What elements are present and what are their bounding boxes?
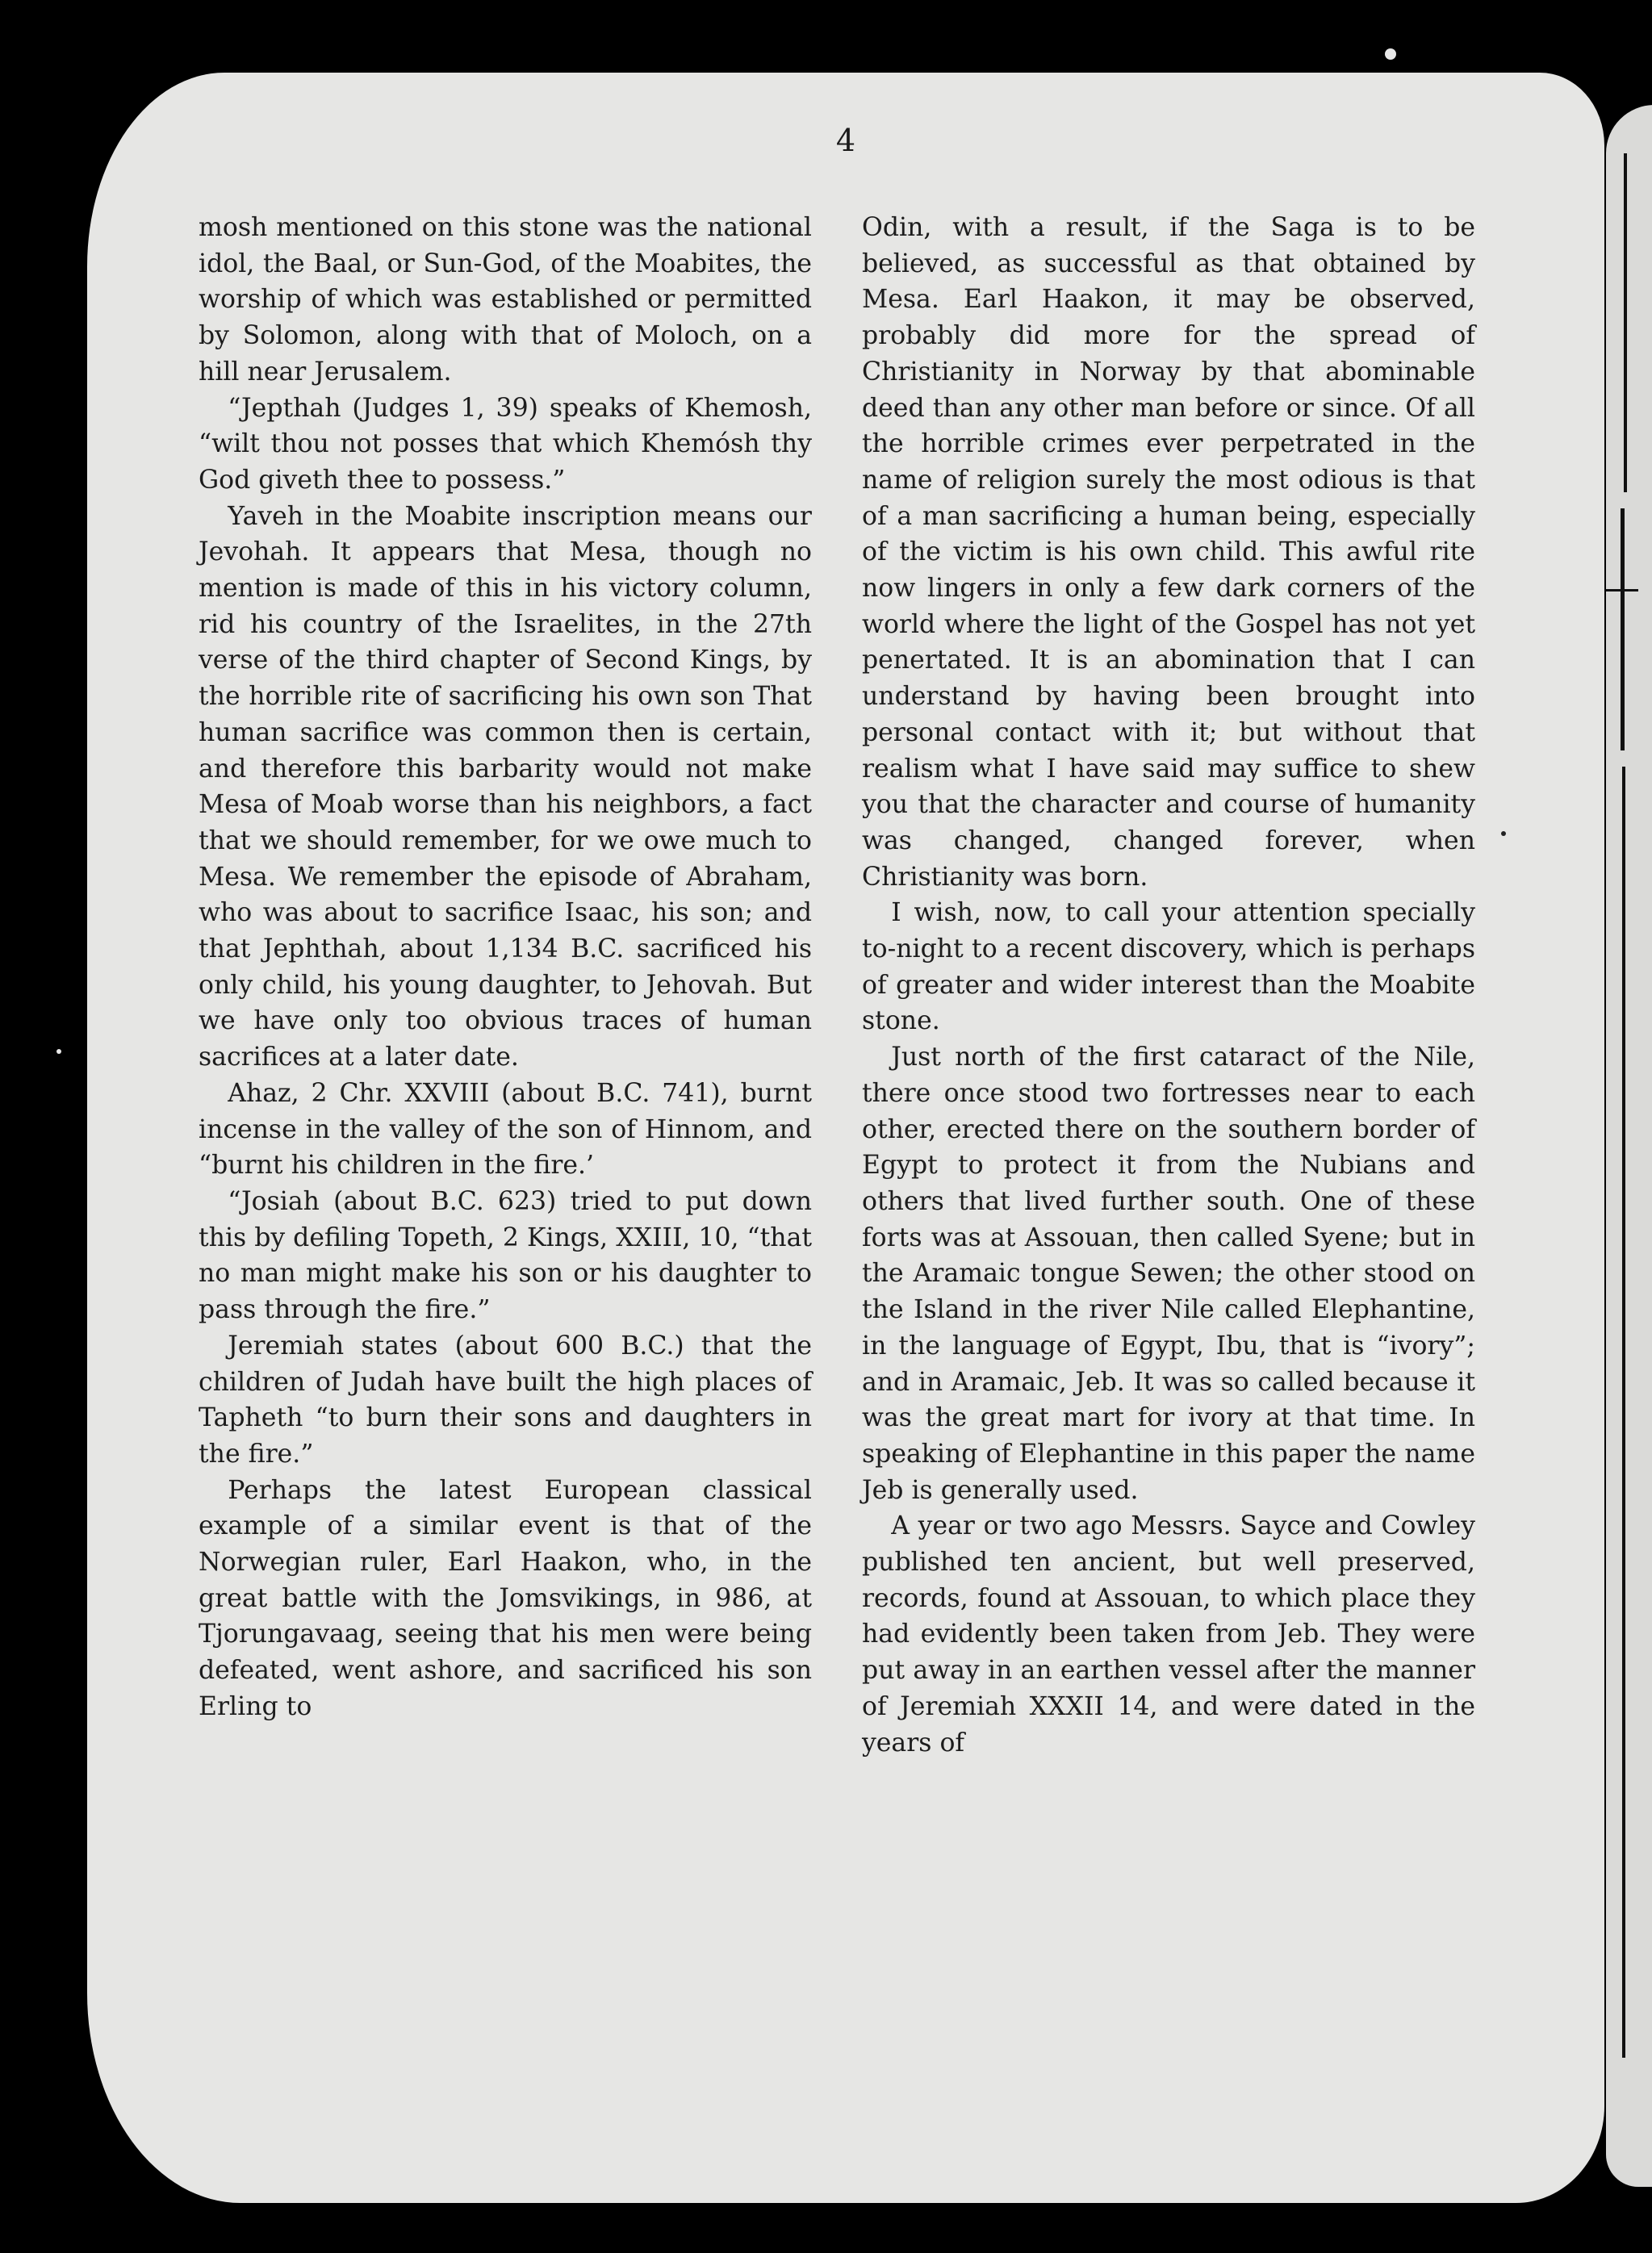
page-edge-line <box>1624 153 1627 492</box>
paragraph: Odin, with a result, if the Saga is to be believed, as successful as that obtained by Mesa. Earl Haakon, it may be observed, probably did more for the spread of Christianity in Norway by that abominable deed than any other man before or since. Of all the horrible crimes ever perpetrated in the name of religion surely the most odious is that of a man sacrificing a human being, especially of the victim is his own child. This awful rite now lingers in only a few dark corners of the world where the light of the Gospel has not yet penertated. It is an abomination that I can understand by having been brought into personal contact with it; but without that realism what I have said may suffice to shew you that the character and course of humanity was changed, changed forever, when Christianity was born. <box>862 213 1475 892</box>
right-text-column <box>862 210 1475 1761</box>
scan-speck <box>1385 48 1396 60</box>
paragraph: Ahaz, 2 Chr. XXVIII (about B.C. 741), burnt incense in the valley of the son of Hinnom, and “burnt his children in the fire.’ <box>199 1078 812 1181</box>
page-edge-line <box>1606 589 1638 591</box>
paragraph: Jeremiah states (about 600 B.C.) that the children of Judah have built the high places of Tapheth “to burn their sons and daughters in the fire.” <box>199 1331 812 1469</box>
paragraph: A year or two ago Messrs. Sayce and Cowley published ten ancient, but well preserved, records, found at Assouan, to which place they had evidently been taken from Jeb. They were put away in an earthen vessel after the manner of Jeremiah XXXII 14, and were dated in the years of <box>862 1511 1475 1758</box>
page-number: 4 <box>835 123 856 158</box>
paragraph: I wish, now, to call your attention specially to-night to a recent discovery, which is perhaps of greater and wider interest than the Moabite stone. <box>862 898 1475 1036</box>
paragraph: mosh mentioned on this stone was the national idol, the Baal, or Sun-God, of the Moabites, the worship of which was established or permitted by Solomon, along with that of Moloch, on a hill near Jerusalem. <box>199 213 812 387</box>
paragraph: Yaveh in the Moabite inscription means our Jevohah. It appears that Mesa, though no mention is made of this in his victory column, rid his country of the Israelites, in the 27th verse of the third chapter of Second Kings, by the horrible rite of sacrificing his own son That human sacrifice was common then is certain, and therefore this barbarity would not make Mesa of Moab worse than his neighbors, a fact that we should remember, for we owe much to Mesa. We remember the episode of Abraham, who was about to sacrifice Isaac, his son; and that Jephthah, about 1,134 B.C. sacrificed his only child, his young daughter, to Jehovah. But we have only too obvious traces of human sacrifices at a later date. <box>199 501 812 1072</box>
paragraph: Just north of the first cataract of the Nile, there once stood two fortresses near to each other, erected there on the southern border of Egypt to protect it from the Nubians and others that lived further south. One of these forts was at Assouan, then called Syene; but in the Aramaic tongue Sewen; the other stood on the Island in the river Nile called Elephantine, in the language of Egypt, Ibu, that is “ivory”; and in Aramaic, Jeb. It was so called because it was the great mart for ivory at that time. In speaking of Elephantine in this paper the name Jeb is generally used. <box>862 1043 1475 1505</box>
adjacent-page-edge <box>1606 105 1652 2187</box>
page-edge-line <box>1621 508 1625 750</box>
document-page <box>87 73 1604 2203</box>
scan-speck <box>56 1049 61 1054</box>
scan-speck <box>1501 831 1506 836</box>
paragraph: Perhaps the latest European classical example of a similar event is that of the Norwegian ruler, Earl Haakon, who, in the great battle with the Jomsvikings, in 986, at Tjorungavaag, seeing that his men were being defeated, went ashore, and sacrificed his son Erling to <box>199 1475 812 1721</box>
paragraph: “Josiah (about B.C. 623) tried to put down this by defiling Topeth, 2 Kings, XXIII, 10, “that no man might make his son or his daughter to pass through the fire.” <box>199 1186 813 1325</box>
paragraph: “Jepthah (Judges 1, 39) speaks of Khemosh, “wilt thou not posses that which Khemósh thy God giveth thee to possess.” <box>199 393 812 495</box>
left-text-column <box>199 210 812 1725</box>
page-edge-line <box>1622 767 1625 2058</box>
